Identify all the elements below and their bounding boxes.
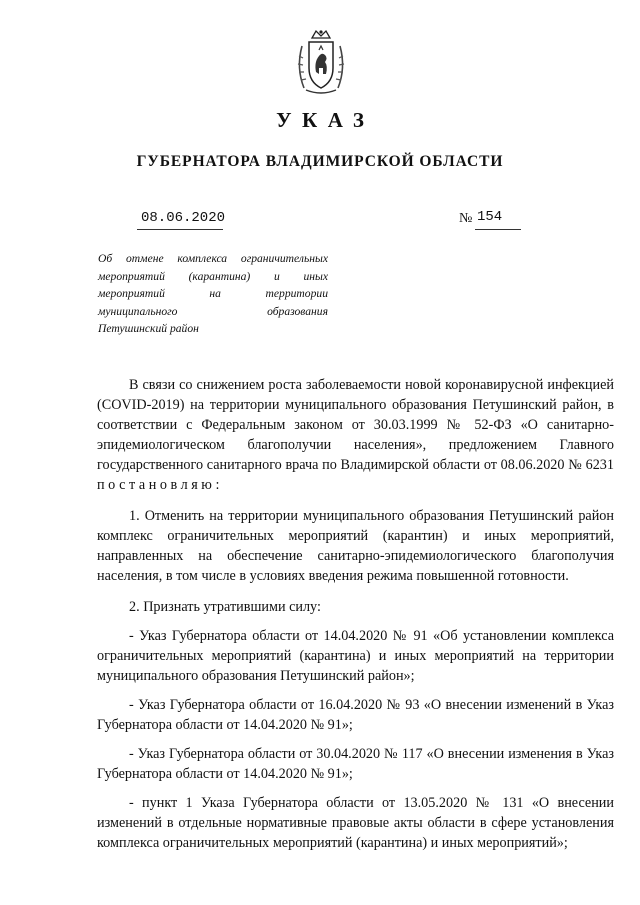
document-title: УКАЗ [276,108,375,132]
number-underline [475,229,521,230]
subject-line: муниципального образования [98,304,328,318]
intro-text: В связи со снижением роста заболеваемости новой коронавирусной инфекцией (COVID-2019) на территории муниципального образования Петушинский район, в соответствии с Федеральным законом от 30.03.1999 № 52-ФЗ «О санитарно-эпидемиологическом благополучии населения», предложением Главного государственного санитарного врача по Владимирской области от 08.06.2020 № 6231 [97,377,614,473]
subject-line: мероприятий (карантина) и иных [98,269,328,283]
document-subtitle: ГУБЕРНАТОРА ВЛАДИМИРСКОЙ ОБЛАСТИ [136,153,504,170]
document-number: 154 [477,209,503,225]
list-item: - Указ Губернатора области от 30.04.2020 № 117 «О внесении изменения в Указ Губернатора области от 14.04.2020 № 91»; [97,746,614,782]
decree-word: постановляю: [97,477,223,493]
subject-line: мероприятий на территории [98,287,328,300]
list-item: - Указ Губернатора области от 14.04.2020 № 91 «Об установлении комплекса ограничительных мероприятий (карантина) и иных мероприятий на территории муниципального образования Петушинский район»; [97,628,614,684]
document-date: 08.06.2020 [141,210,226,226]
coat-of-arms-icon [292,28,350,96]
document-subject [98,250,328,338]
document-body [97,375,614,862]
list-item: - Указ Губернатора области от 16.04.2020 № 93 «О внесении изменений в Указ Губернатора области от 14.04.2020 № 91»; [97,697,614,733]
intro-paragraph [97,375,614,495]
date-underline [137,229,223,230]
paragraph-1: 1. Отменить на территории муниципального образования Петушинский район комплекс ограничительных мероприятий (карантин) и иных мероприятий, направленных на обеспечение санитарно-эпидемиологического благополучия населения, в том числе в условиях введения режима повышенной готовности. [97,508,614,584]
number-label: № [459,211,473,226]
list-item: - пункт 1 Указа Губернатора области от 13.05.2020 № 131 «О внесении изменений в отдельные нормативные правовые акты области в сфере установления комплекса ограничительных мероприятий (карантина) и иных мероприятий»; [97,795,614,851]
subject-line: Об отмене комплекса ограничительных [98,252,328,265]
subject-line: Петушинский район [98,322,199,335]
paragraph-2: 2. Признать утратившими силу: [129,599,321,615]
